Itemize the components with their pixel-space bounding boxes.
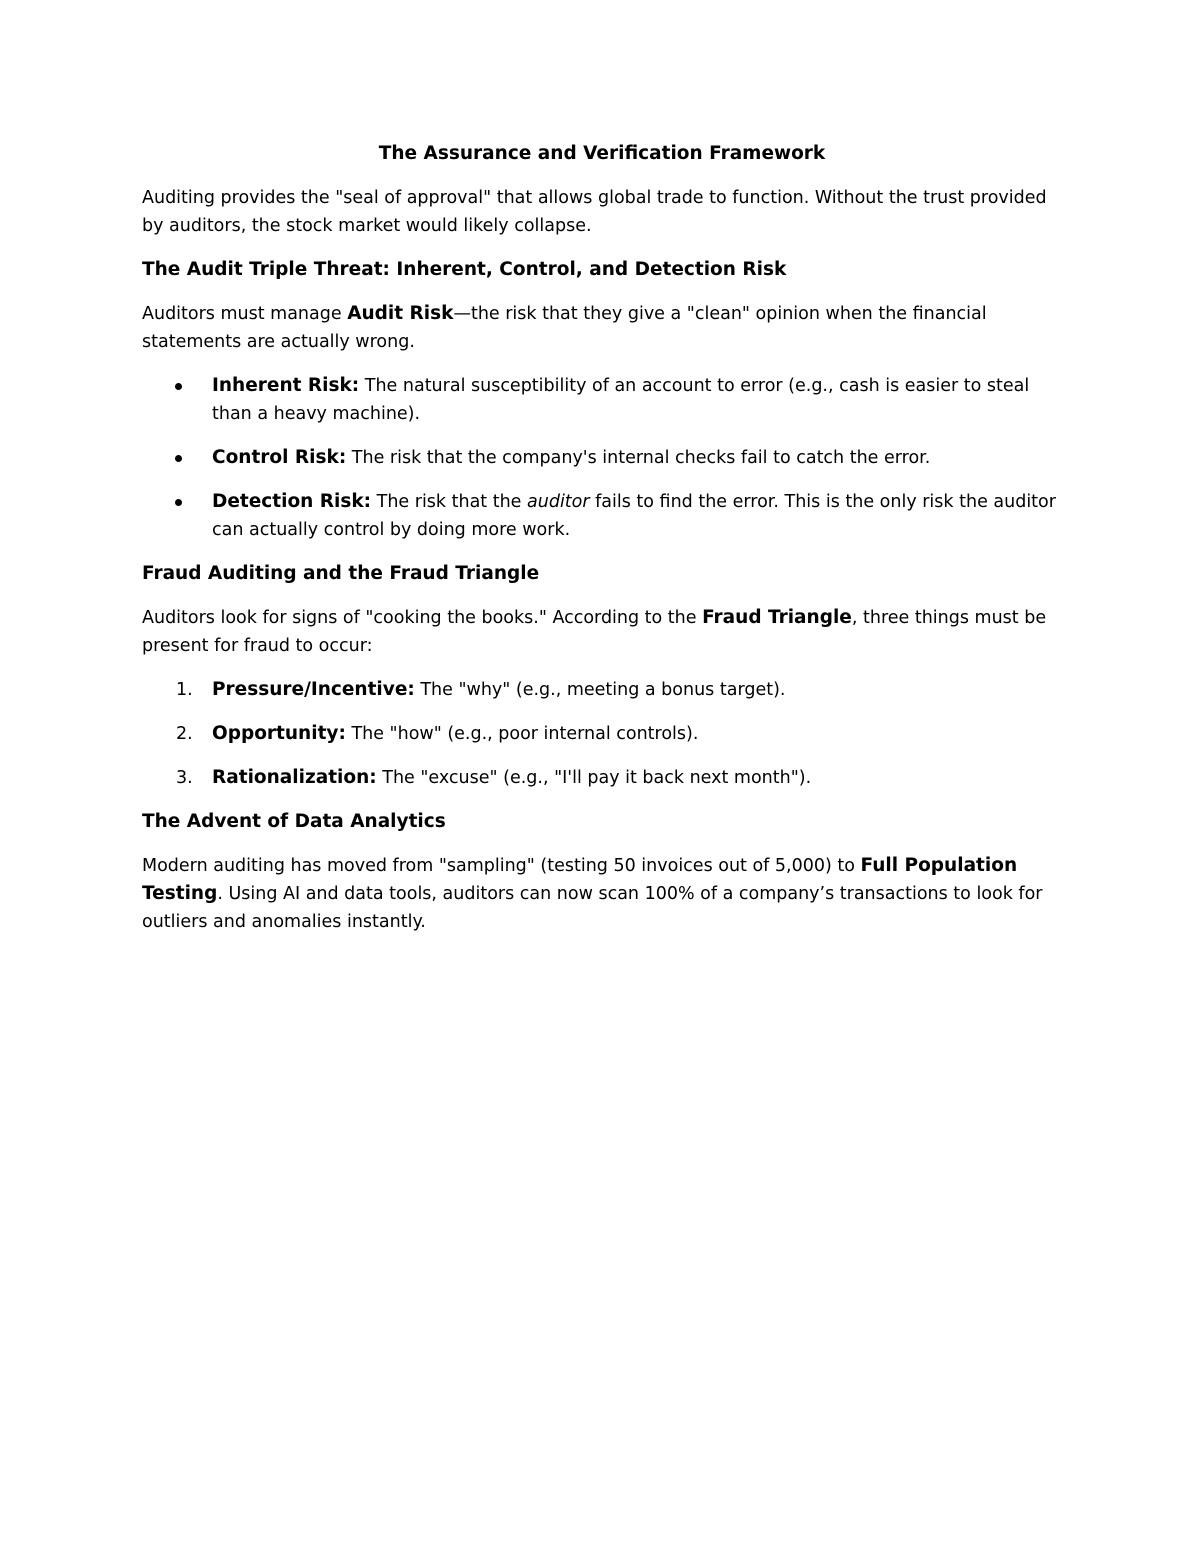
bold-term: Control Risk: — [212, 447, 347, 468]
list-item — [142, 372, 1062, 428]
risk-bullet-list — [142, 372, 1062, 544]
document-body — [142, 140, 1062, 952]
paragraph-text: , three things must be present for fraud to occur: — [142, 608, 1047, 656]
bold-term: Audit Risk — [347, 303, 454, 324]
bullet-icon — [175, 383, 182, 390]
audit-risk-paragraph — [142, 300, 1062, 356]
section-heading-fraud: Fraud Auditing and the Fraud Triangle — [142, 563, 540, 584]
list-item-text: fails to find the error. This is the only risk the auditor can actually control by doing more work. — [212, 492, 1056, 540]
document-title: The Assurance and Verification Framework — [378, 143, 826, 164]
list-number: 3. — [176, 768, 193, 788]
bold-term: Opportunity: — [212, 723, 346, 744]
list-item-text: The natural susceptibility of an account to error (e.g., cash is easier to steal than a heavy machine). — [212, 376, 1030, 424]
bold-term: Fraud Triangle — [702, 607, 852, 628]
bold-term: Pressure/Incentive: — [212, 679, 415, 700]
list-item-text: The "how" (e.g., poor internal controls). — [345, 724, 699, 744]
intro-paragraph: Auditing provides the "seal of approval" that allows global trade to function. Without the trust provided by auditors, the stock market would likely collapse. — [142, 188, 1047, 236]
list-item — [142, 488, 1062, 544]
list-item-text: The "excuse" (e.g., "I'll pay it back next month"). — [376, 768, 812, 788]
section-heading-audit-risk: The Audit Triple Threat: Inherent, Control, and Detection Risk — [142, 259, 787, 280]
bold-term: Inherent Risk: — [212, 375, 360, 396]
list-item — [142, 676, 1062, 704]
list-item — [142, 444, 1062, 472]
section-heading-data-analytics: The Advent of Data Analytics — [142, 811, 446, 832]
paragraph-text: . Using AI and data tools, auditors can now scan 100% of a company’s transactions to look for outliers and anomalies instantly. — [142, 884, 1043, 932]
paragraph-text: —the risk that they give a "clean" opinion when the financial statements are actually wrong. — [142, 304, 987, 352]
list-number: 2. — [176, 724, 193, 744]
list-item — [142, 720, 1062, 748]
bold-term: Rationalization: — [212, 767, 377, 788]
list-number: 1. — [176, 680, 193, 700]
paragraph-text: Modern auditing has moved from "sampling" (testing 50 invoices out of 5,000) to — [142, 856, 861, 876]
italic-term: auditor — [527, 492, 590, 512]
bold-term: Detection Risk: — [212, 491, 372, 512]
list-item — [142, 764, 1062, 792]
fraud-numbered-list — [142, 676, 1062, 792]
bullet-icon — [175, 499, 182, 506]
list-item-text: The risk that the — [371, 492, 528, 512]
paragraph-text: Auditors must manage — [142, 304, 348, 324]
fraud-paragraph — [142, 604, 1062, 660]
list-item-text: The "why" (e.g., meeting a bonus target). — [414, 680, 786, 700]
data-analytics-paragraph — [142, 852, 1062, 936]
paragraph-text: Auditors look for signs of "cooking the books." According to the — [142, 608, 703, 628]
list-item-text: The risk that the company's internal checks fail to catch the error. — [346, 448, 931, 468]
bullet-icon — [175, 455, 182, 462]
bold-term: Full Population Testing — [142, 855, 1018, 904]
